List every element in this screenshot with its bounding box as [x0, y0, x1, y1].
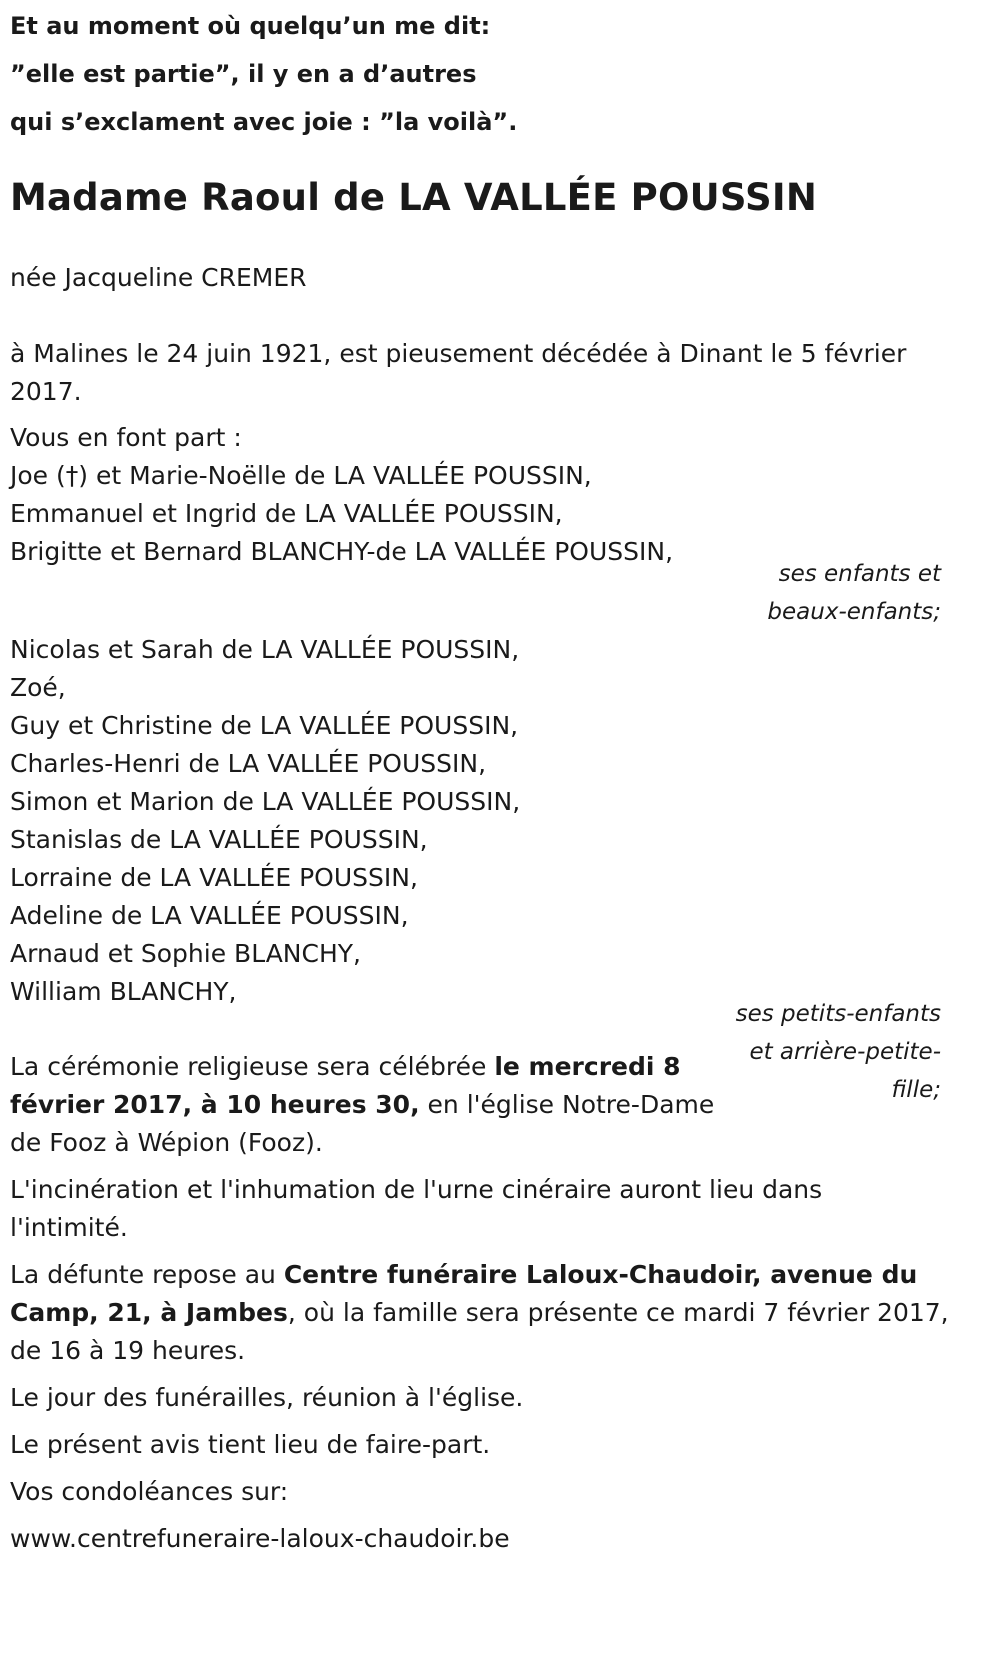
list-item: Guy et Christine de LA VALLÉE POUSSIN, [10, 711, 519, 740]
grandchildren-list [10, 631, 520, 1011]
ceremony-date-2: février 2017, à 10 heures 30, [10, 1090, 420, 1119]
ceremony-place-2: de Fooz à Wépion (Fooz). [10, 1128, 323, 1157]
viewing-paragraph [10, 1256, 949, 1370]
notice-text: Le présent avis tient lieu de faire-part. [10, 1430, 491, 1459]
announcers-intro: Vous en font part : [10, 423, 242, 452]
list-item: Adeline de LA VALLÉE POUSSIN, [10, 901, 409, 930]
condolences-website-link[interactable]: www.centrefuneraire-laloux-chaudoir.be [10, 1524, 510, 1553]
list-item: Nicolas et Sarah de LA VALLÉE POUSSIN, [10, 635, 520, 664]
born-name: née Jacqueline CREMER [10, 263, 307, 292]
viewing-hours: de 16 à 19 heures. [10, 1336, 246, 1365]
viewing-intro: La défunte repose au [10, 1260, 284, 1289]
list-item: Arnaud et Sophie BLANCHY, [10, 939, 361, 968]
quote-line-1: Et au moment où quelqu’un me dit: [10, 12, 491, 40]
viewing-place-2: Camp, 21, à Jambes [10, 1298, 288, 1327]
list-item: Lorraine de LA VALLÉE POUSSIN, [10, 863, 418, 892]
cremation-line-2: l'intimité. [10, 1213, 128, 1242]
deceased-name: Madame Raoul de LA VALLÉE POUSSIN [10, 176, 818, 219]
list-item: Joe (†) et Marie-Noëlle de LA VALLÉE POUSSIN, [10, 461, 592, 490]
quote-line-2: ”elle est partie”, il y en a d’autres [10, 60, 477, 88]
relation-line: ses petits-enfants [735, 1001, 941, 1027]
list-item: Zoé, [10, 673, 66, 702]
opening-quote [10, 2, 517, 146]
condolences-label: Vos condoléances sur: [10, 1477, 289, 1506]
cremation-paragraph [10, 1171, 822, 1247]
cremation-line-1: L'incinération et l'inhumation de l'urne cinéraire auront lieu dans [10, 1175, 823, 1204]
relation-line: et arrière-petite- [749, 1039, 941, 1065]
children-relation [767, 555, 941, 631]
ceremony-place-1: en l'église Notre-Dame [419, 1090, 715, 1119]
children-list [10, 457, 673, 571]
relation-line: beaux-enfants; [767, 599, 941, 625]
grandchildren-relation [736, 995, 941, 1109]
list-item: Simon et Marion de LA VALLÉE POUSSIN, [10, 787, 521, 816]
birth-death-line-1: à Malines le 24 juin 1921, est pieusement décédée à Dinant le 5 février [10, 339, 907, 368]
quote-line-3: qui s’exclament avec joie : ”la voilà”. [10, 108, 518, 136]
viewing-place-1: Centre funéraire Laloux-Chaudoir, avenue du [283, 1260, 918, 1289]
list-item: Emmanuel et Ingrid de LA VALLÉE POUSSIN, [10, 499, 563, 528]
ceremony-intro: La cérémonie religieuse sera célébrée [10, 1052, 495, 1081]
list-item: Stanislas de LA VALLÉE POUSSIN, [10, 825, 428, 854]
ceremony-date-1: le mercredi 8 [494, 1052, 681, 1081]
relation-line: fille; [891, 1077, 941, 1103]
funeral-day-text: Le jour des funérailles, réunion à l'église. [10, 1383, 524, 1412]
list-item: Brigitte et Bernard BLANCHY-de LA VALLÉE POUSSIN, [10, 537, 674, 566]
viewing-rest: , où la famille sera présente ce mardi 7 février 2017, [287, 1298, 949, 1327]
list-item: William BLANCHY, [10, 977, 237, 1006]
relation-line: ses enfants et [778, 561, 941, 587]
birth-death-line-2: 2017. [10, 377, 82, 406]
ceremony-paragraph [10, 1048, 714, 1162]
list-item: Charles-Henri de LA VALLÉE POUSSIN, [10, 749, 487, 778]
